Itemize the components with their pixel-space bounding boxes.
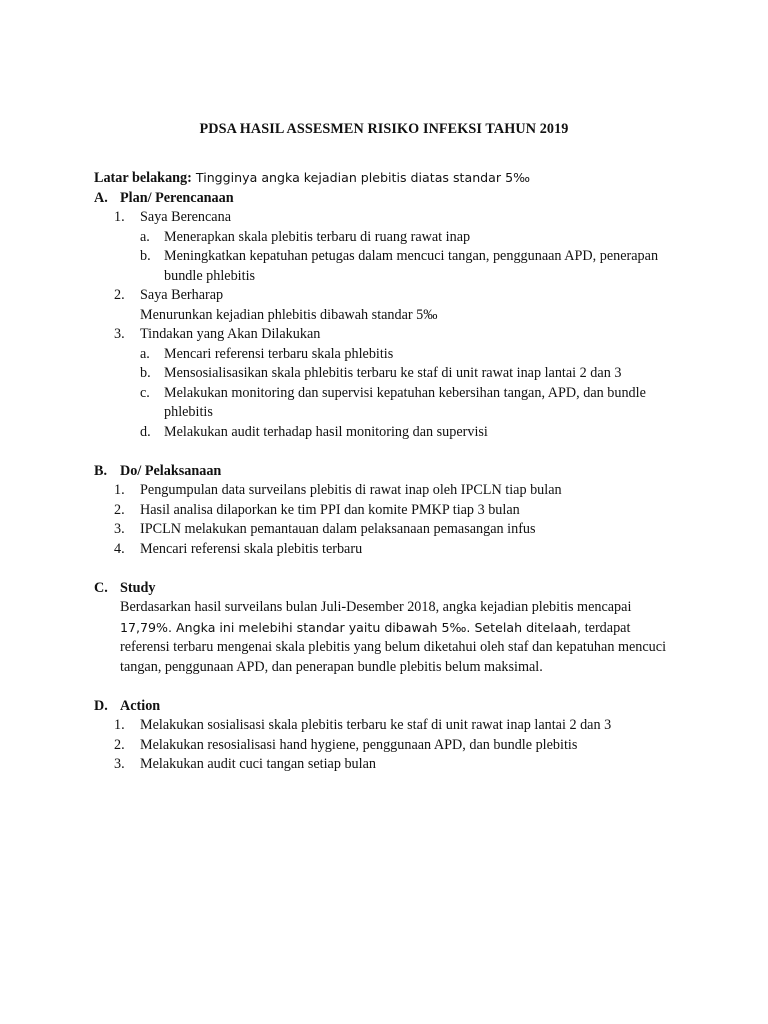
section-letter: A. xyxy=(94,189,108,206)
sub-item-letter: d. xyxy=(140,423,151,440)
sub-item-text: Melakukan audit terhadap hasil monitoring dan supervisi xyxy=(164,423,488,440)
item-label: Saya Berharap xyxy=(140,287,224,303)
sub-item-letter: b. xyxy=(140,365,151,381)
study-text-part: terdapat referensi terbaru mengenai skala plebitis yang belum diketahui oleh staf dan kepatuhan mencuci tangan, penggunaan APD, dan penerapan bundle plebitis belum maksimal. xyxy=(120,619,667,675)
section-do xyxy=(94,462,694,560)
list-item xyxy=(94,520,694,540)
list-item xyxy=(94,755,694,775)
study-text-part: Berdasarkan hasil surveilans bulan Juli-Desember 2018, angka kejadian plebitis mencapai xyxy=(120,599,632,615)
section-letter: B. xyxy=(94,462,108,479)
list-item xyxy=(94,286,694,325)
study-text-part: 17,79%. Angka ini melebihi standar yaitu dibawah 5‰. Setelah ditelaah, xyxy=(120,619,582,635)
item-text: IPCLN melakukan pemantauan dalam pelaksanaan pemasangan infus xyxy=(140,521,536,537)
document-body xyxy=(94,168,694,775)
section-plan xyxy=(94,189,694,443)
item-number: 1. xyxy=(114,209,125,225)
section-study xyxy=(94,579,694,678)
section-action-heading xyxy=(94,697,694,717)
item-text: Melakukan resosialisasi hand hygiene, penggunaan APD, dan bundle plebitis xyxy=(140,736,578,753)
item-number: 3. xyxy=(114,756,125,772)
section-title: Plan/ Perencanaan xyxy=(120,189,234,206)
section-plan-heading xyxy=(94,189,694,209)
sub-item-text: Mensosialisasikan skala phlebitis terbaru ke staf di unit rawat inap lantai 2 dan 3 xyxy=(164,365,622,381)
section-title: Action xyxy=(120,697,161,714)
item-number: 3. xyxy=(114,326,125,342)
sub-item-letter: a. xyxy=(140,345,150,362)
sub-item xyxy=(140,384,694,423)
item-number: 2. xyxy=(114,736,125,753)
list-item xyxy=(94,325,694,442)
sub-item xyxy=(140,345,694,365)
item-number: 1. xyxy=(114,717,125,733)
list-item xyxy=(94,208,694,286)
section-title: Study xyxy=(120,579,156,596)
sub-item xyxy=(140,364,694,384)
sub-item-letter: c. xyxy=(140,384,150,401)
sub-item xyxy=(140,228,694,248)
sub-item-text: Meningkatkan kepatuhan petugas dalam mencuci tangan, penggunaan APD, penerapan bundle phlebitis xyxy=(164,248,659,284)
item-number: 2. xyxy=(114,287,125,303)
list-item xyxy=(94,501,694,521)
list-item xyxy=(94,716,694,736)
item-number: 1. xyxy=(114,482,125,498)
sub-item xyxy=(140,423,694,443)
section-letter: C. xyxy=(94,579,108,596)
section-title: Do/ Pelaksanaan xyxy=(120,462,222,479)
list-item xyxy=(94,540,694,560)
item-text: Menurunkan kejadian phlebitis dibawah standar 5‰ xyxy=(140,306,438,323)
list-item xyxy=(94,481,694,501)
item-number: 2. xyxy=(114,501,125,518)
item-label: Saya Berencana xyxy=(140,209,231,225)
sub-item-letter: a. xyxy=(140,228,150,245)
item-number: 4. xyxy=(114,540,125,557)
background-label: Latar belakang: xyxy=(94,170,192,186)
sub-item xyxy=(140,247,694,286)
study-paragraph xyxy=(94,598,670,677)
sub-item-text: Menerapkan skala plebitis terbaru di ruang rawat inap xyxy=(164,228,471,245)
item-text: Melakukan audit cuci tangan setiap bulan xyxy=(140,756,376,772)
item-text: Melakukan sosialisasi skala plebitis terbaru ke staf di unit rawat inap lantai 2 dan 3 xyxy=(140,717,612,733)
item-text: Hasil analisa dilaporkan ke tim PPI dan komite PMKP tiap 3 bulan xyxy=(140,501,520,518)
item-text: Mencari referensi skala plebitis terbaru xyxy=(140,540,363,557)
sub-item-text: Mencari referensi terbaru skala phlebitis xyxy=(164,345,394,362)
section-letter: D. xyxy=(94,697,108,714)
section-do-heading xyxy=(94,462,694,482)
item-label: Tindakan yang Akan Dilakukan xyxy=(140,326,321,342)
section-action xyxy=(94,697,694,775)
background-text: Tingginya angka kejadian plebitis diatas standar 5‰ xyxy=(191,170,530,185)
section-study-heading xyxy=(94,579,694,599)
background-statement xyxy=(94,168,694,189)
list-item xyxy=(94,736,694,756)
sub-item-text: Melakukan monitoring dan supervisi kepatuhan kebersihan tangan, APD, dan bundle phlebitis xyxy=(164,384,646,420)
item-number: 3. xyxy=(114,521,125,537)
item-text: Pengumpulan data surveilans plebitis di rawat inap oleh IPCLN tiap bulan xyxy=(140,482,562,498)
sub-item-letter: b. xyxy=(140,248,151,264)
document-title: PDSA HASIL ASSESMEN RISIKO INFEKSI TAHUN 2019 xyxy=(199,121,569,137)
